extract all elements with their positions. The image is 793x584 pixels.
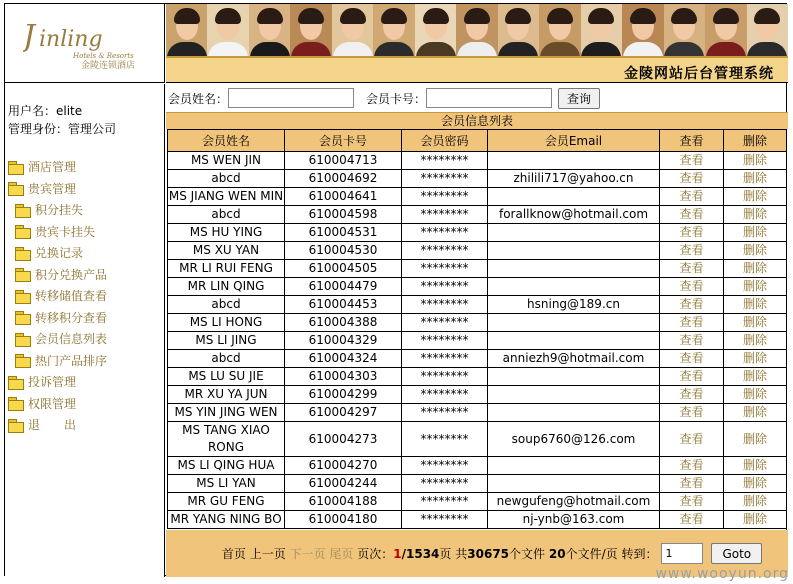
member-password-cell: ******** xyxy=(402,332,488,350)
staff-photo xyxy=(498,4,539,56)
username-line: 用户名：elite xyxy=(8,104,83,118)
sidebar-item-label: 贵宾卡挂失 xyxy=(35,224,96,239)
member-name-cell: MR GU FENG xyxy=(168,493,285,511)
staff-photo xyxy=(373,4,414,56)
member-name-cell: abcd xyxy=(168,350,285,368)
sidebar-item-label: 积分兑换产品 xyxy=(35,267,108,282)
member-card-input[interactable] xyxy=(426,88,552,108)
sidebar-item[interactable] xyxy=(8,328,107,350)
delete-link[interactable]: 删除 xyxy=(724,404,787,422)
member-password-cell: ******** xyxy=(402,475,488,493)
folder-icon xyxy=(15,333,30,345)
member-email-cell xyxy=(488,475,660,493)
sidebar xyxy=(5,84,165,577)
first-page-link[interactable]: 首页 xyxy=(221,547,246,561)
sidebar-item-label: 积分挂失 xyxy=(35,203,84,218)
member-email-cell: zhilili717@yahoo.cn xyxy=(488,170,660,188)
sidebar-item[interactable] xyxy=(8,371,107,393)
member-password-cell: ******** xyxy=(402,170,488,188)
sidebar-item[interactable] xyxy=(8,414,107,436)
staff-photo xyxy=(705,4,746,56)
system-title: 金陵网站后台管理系统 xyxy=(624,66,774,82)
view-link[interactable]: 查看 xyxy=(660,206,724,224)
member-name-cell: abcd xyxy=(168,206,285,224)
sidebar-item[interactable] xyxy=(8,307,107,329)
member-card-cell: 610004479 xyxy=(285,278,402,296)
delete-link[interactable]: 删除 xyxy=(724,386,787,404)
member-name-cell: MS LU SU JIE xyxy=(168,368,285,386)
member-email-cell xyxy=(488,152,660,170)
member-card-cell: 610004188 xyxy=(285,493,402,511)
view-link[interactable]: 查看 xyxy=(660,422,724,457)
staff-photo xyxy=(415,4,456,56)
folder-icon xyxy=(15,290,30,302)
table-row xyxy=(168,368,787,386)
table-row xyxy=(168,511,787,529)
view-link[interactable]: 查看 xyxy=(660,224,724,242)
folder-icon xyxy=(8,182,23,194)
folder-icon xyxy=(15,311,30,323)
column-header: 会员Email xyxy=(488,130,660,152)
member-card-cell: 610004598 xyxy=(285,206,402,224)
view-link[interactable]: 查看 xyxy=(660,386,724,404)
delete-link[interactable]: 删除 xyxy=(724,350,787,368)
member-email-cell xyxy=(488,260,660,278)
member-email-cell xyxy=(488,224,660,242)
member-email-cell xyxy=(488,404,660,422)
column-header: 会员姓名 xyxy=(168,130,285,152)
member-name-input[interactable] xyxy=(228,88,354,108)
table-row xyxy=(168,278,787,296)
view-link[interactable]: 查看 xyxy=(660,404,724,422)
table-row xyxy=(168,332,787,350)
member-password-cell: ******** xyxy=(402,206,488,224)
staff-photo xyxy=(290,4,331,56)
delete-link[interactable]: 删除 xyxy=(724,152,787,170)
view-link[interactable]: 查看 xyxy=(660,493,724,511)
member-name-cell: MS LI JING xyxy=(168,332,285,350)
member-card-cell: 610004531 xyxy=(285,224,402,242)
last-page-link[interactable]: 尾页 xyxy=(329,547,354,561)
search-bar xyxy=(166,84,788,112)
column-header: 删除 xyxy=(724,130,787,152)
sidebar-item[interactable] xyxy=(8,221,107,243)
watermark: www.wooyun.org xyxy=(655,566,789,582)
member-password-cell: ******** xyxy=(402,350,488,368)
staff-photo xyxy=(664,4,705,56)
member-password-cell: ******** xyxy=(402,278,488,296)
member-name-cell: abcd xyxy=(168,170,285,188)
sidebar-item[interactable] xyxy=(8,350,107,372)
delete-link[interactable]: 删除 xyxy=(724,457,787,475)
staff-photo xyxy=(581,4,622,56)
view-link[interactable]: 查看 xyxy=(660,296,724,314)
column-header: 查看 xyxy=(660,130,724,152)
folder-icon xyxy=(8,397,23,409)
table-row xyxy=(168,152,787,170)
page-prefix: 页次： xyxy=(357,547,394,561)
sidebar-item[interactable] xyxy=(8,264,107,286)
role-line: 管理身份：管理公司 xyxy=(8,122,117,136)
member-card-cell: 610004270 xyxy=(285,457,402,475)
total-suffix: 个文件 xyxy=(509,547,546,561)
member-email-cell xyxy=(488,188,660,206)
member-name-cell: MS WEN JIN xyxy=(168,152,285,170)
sidebar-item[interactable] xyxy=(8,199,107,221)
member-email-cell xyxy=(488,242,660,260)
view-link[interactable]: 查看 xyxy=(660,260,724,278)
view-link[interactable]: 查看 xyxy=(660,350,724,368)
member-password-cell: ******** xyxy=(402,242,488,260)
user-info xyxy=(8,102,116,138)
staff-photo xyxy=(332,4,373,56)
svg-text:Hotels & Resorts: Hotels & Resorts xyxy=(73,52,134,60)
member-card-cell: 610004303 xyxy=(285,368,402,386)
member-card-cell: 610004324 xyxy=(285,350,402,368)
member-email-cell xyxy=(488,314,660,332)
staff-photo-banner xyxy=(166,4,788,56)
staff-photo xyxy=(166,4,207,56)
member-name-cell: MR XU YA JUN xyxy=(168,386,285,404)
folder-icon xyxy=(8,419,23,431)
column-header: 会员密码 xyxy=(402,130,488,152)
view-link[interactable]: 查看 xyxy=(660,511,724,529)
total-count: 30675 xyxy=(467,546,510,561)
delete-link[interactable]: 删除 xyxy=(724,368,787,386)
prev-page-link[interactable]: 上一页 xyxy=(249,547,286,561)
delete-link[interactable]: 删除 xyxy=(724,206,787,224)
table-row xyxy=(168,386,787,404)
member-name-cell: MS HU YING xyxy=(168,224,285,242)
member-email-cell xyxy=(488,457,660,475)
current-page: 1 xyxy=(393,546,402,561)
goto-button[interactable]: Goto xyxy=(711,543,762,564)
list-title: 会员信息列表 xyxy=(166,112,788,129)
staff-photo xyxy=(539,4,580,56)
column-header: 会员卡号 xyxy=(285,130,402,152)
view-link[interactable]: 查看 xyxy=(660,475,724,493)
sidebar-item-label: 转移储值查看 xyxy=(35,289,108,304)
member-password-cell: ******** xyxy=(402,314,488,332)
member-card-cell: 610004297 xyxy=(285,404,402,422)
member-card-cell: 610004329 xyxy=(285,332,402,350)
member-card-label: 会员卡号： xyxy=(366,91,427,106)
table-row xyxy=(168,206,787,224)
table-row xyxy=(168,296,787,314)
member-name-cell: MR YANG NING BO xyxy=(168,511,285,529)
sidebar-item[interactable] xyxy=(8,285,107,307)
sidebar-item[interactable] xyxy=(8,178,107,200)
sidebar-item-label: 投诉管理 xyxy=(28,375,77,390)
sidebar-item[interactable] xyxy=(8,242,107,264)
view-link[interactable]: 查看 xyxy=(660,188,724,206)
staff-photo xyxy=(747,4,788,56)
view-link[interactable]: 查看 xyxy=(660,170,724,188)
sidebar-item-label: 酒店管理 xyxy=(28,160,77,175)
sidebar-menu xyxy=(8,156,107,436)
member-password-cell: ******** xyxy=(402,296,488,314)
delete-link[interactable]: 删除 xyxy=(724,260,787,278)
member-password-cell: ******** xyxy=(402,511,488,529)
sidebar-item-label: 转移积分查看 xyxy=(35,310,108,325)
member-name-cell: MS XU YAN xyxy=(168,242,285,260)
member-password-cell: ******** xyxy=(402,152,488,170)
member-password-cell: ******** xyxy=(402,260,488,278)
member-email-cell: anniezh9@hotmail.com xyxy=(488,350,660,368)
member-password-cell: ******** xyxy=(402,386,488,404)
member-password-cell: ******** xyxy=(402,422,488,457)
member-password-cell: ******** xyxy=(402,224,488,242)
table-row xyxy=(168,404,787,422)
search-button[interactable]: 查询 xyxy=(558,88,600,109)
member-name-cell: MS LI QING HUA xyxy=(168,457,285,475)
table-row xyxy=(168,242,787,260)
table-row xyxy=(168,493,787,511)
member-card-cell: 610004244 xyxy=(285,475,402,493)
member-password-cell: ******** xyxy=(402,493,488,511)
member-card-cell: 610004713 xyxy=(285,152,402,170)
staff-photo xyxy=(456,4,497,56)
member-card-cell: 610004692 xyxy=(285,170,402,188)
delete-link[interactable]: 删除 xyxy=(724,493,787,511)
member-password-cell: ******** xyxy=(402,404,488,422)
folder-icon xyxy=(8,376,23,388)
sidebar-item-label: 热门产品排序 xyxy=(35,353,108,368)
per-page: 20 xyxy=(548,546,566,561)
table-row xyxy=(168,314,787,332)
view-link[interactable]: 查看 xyxy=(660,457,724,475)
member-email-cell: soup6760@126.com xyxy=(488,422,660,457)
view-link[interactable]: 查看 xyxy=(660,242,724,260)
staff-photo xyxy=(207,4,248,56)
delete-link[interactable]: 删除 xyxy=(724,332,787,350)
member-card-cell: 610004299 xyxy=(285,386,402,404)
sidebar-item-label: 贵宾管理 xyxy=(28,181,77,196)
member-name-cell: MS LI HONG xyxy=(168,314,285,332)
folder-icon xyxy=(15,268,30,280)
sidebar-item-label: 退 出 xyxy=(28,418,77,433)
staff-photo xyxy=(622,4,663,56)
member-card-cell: 610004273 xyxy=(285,422,402,457)
per-page-suffix: 个文件/页 xyxy=(565,547,618,561)
member-card-cell: 610004180 xyxy=(285,511,402,529)
next-page-link[interactable]: 下一页 xyxy=(289,547,326,561)
table-header-row xyxy=(168,130,787,152)
member-email-cell: forallknow@hotmail.com xyxy=(488,206,660,224)
table-row xyxy=(168,475,787,493)
member-table xyxy=(167,129,787,529)
view-link[interactable]: 查看 xyxy=(660,278,724,296)
delete-link[interactable]: 删除 xyxy=(724,511,787,529)
member-email-cell: hsning@189.cn xyxy=(488,296,660,314)
table-body xyxy=(168,152,787,529)
sidebar-item[interactable] xyxy=(8,156,107,178)
delete-link[interactable]: 删除 xyxy=(724,170,787,188)
view-link[interactable]: 查看 xyxy=(660,152,724,170)
table-row xyxy=(168,224,787,242)
folder-icon xyxy=(15,354,30,366)
delete-link[interactable]: 删除 xyxy=(724,278,787,296)
total-pages: 1534 xyxy=(406,546,440,561)
view-link[interactable]: 查看 xyxy=(660,368,724,386)
member-email-cell: nj-ynb@163.com xyxy=(488,511,660,529)
member-card-cell: 610004388 xyxy=(285,314,402,332)
delete-link[interactable]: 删除 xyxy=(724,475,787,493)
member-email-cell: newgufeng@hotmail.com xyxy=(488,493,660,511)
member-email-cell xyxy=(488,332,660,350)
member-name-label: 会员姓名： xyxy=(168,91,229,106)
delete-link[interactable]: 删除 xyxy=(724,422,787,457)
title-bar xyxy=(166,56,788,83)
sidebar-item-label: 会员信息列表 xyxy=(35,332,108,347)
admin-frame xyxy=(4,3,787,576)
delete-link[interactable]: 删除 xyxy=(724,224,787,242)
svg-text:金陵连锁酒店: 金陵连锁酒店 xyxy=(81,61,136,71)
table-row xyxy=(168,350,787,368)
member-name-cell: MR LI RUI FENG xyxy=(168,260,285,278)
folder-icon xyxy=(8,161,23,173)
table-row xyxy=(168,457,787,475)
table-row xyxy=(168,170,787,188)
member-name-cell: MS JIANG WEN MIN xyxy=(168,188,285,206)
member-password-cell: ******** xyxy=(402,368,488,386)
delete-link[interactable]: 删除 xyxy=(724,188,787,206)
folder-icon xyxy=(15,204,30,216)
svg-text:inling: inling xyxy=(39,27,103,52)
member-name-cell: abcd xyxy=(168,296,285,314)
delete-link[interactable]: 删除 xyxy=(724,242,787,260)
goto-page-input[interactable] xyxy=(661,543,703,564)
member-password-cell: ******** xyxy=(402,188,488,206)
sidebar-item[interactable] xyxy=(8,393,107,415)
total-prefix: 共 xyxy=(455,547,468,561)
jinling-logo xyxy=(23,12,148,74)
member-password-cell: ******** xyxy=(402,457,488,475)
sidebar-item-label: 兑换记录 xyxy=(35,246,84,261)
staff-photo xyxy=(249,4,290,56)
member-name-cell: MS TANG XIAO RONG xyxy=(168,422,285,457)
member-email-cell xyxy=(488,368,660,386)
table-row xyxy=(168,260,787,278)
sidebar-item-label: 权限管理 xyxy=(28,396,77,411)
svg-text:J: J xyxy=(23,19,36,54)
table-row xyxy=(168,422,787,457)
delete-link[interactable]: 删除 xyxy=(724,314,787,332)
delete-link[interactable]: 删除 xyxy=(724,296,787,314)
member-card-cell: 610004641 xyxy=(285,188,402,206)
member-name-cell: MS LI YAN xyxy=(168,475,285,493)
member-email-cell xyxy=(488,386,660,404)
view-link[interactable]: 查看 xyxy=(660,332,724,350)
member-card-cell: 610004505 xyxy=(285,260,402,278)
page-separator: / xyxy=(401,546,406,561)
logo-panel xyxy=(5,4,165,83)
member-name-cell: MR LIN QING xyxy=(168,278,285,296)
view-link[interactable]: 查看 xyxy=(660,314,724,332)
goto-label: 转到： xyxy=(621,547,658,561)
member-name-cell: MS YIN JING WEN xyxy=(168,404,285,422)
member-card-cell: 610004530 xyxy=(285,242,402,260)
folder-icon xyxy=(15,247,30,259)
folder-icon xyxy=(15,225,30,237)
page-suffix: 页 xyxy=(439,547,452,561)
table-row xyxy=(168,188,787,206)
member-email-cell xyxy=(488,278,660,296)
member-card-cell: 610004453 xyxy=(285,296,402,314)
